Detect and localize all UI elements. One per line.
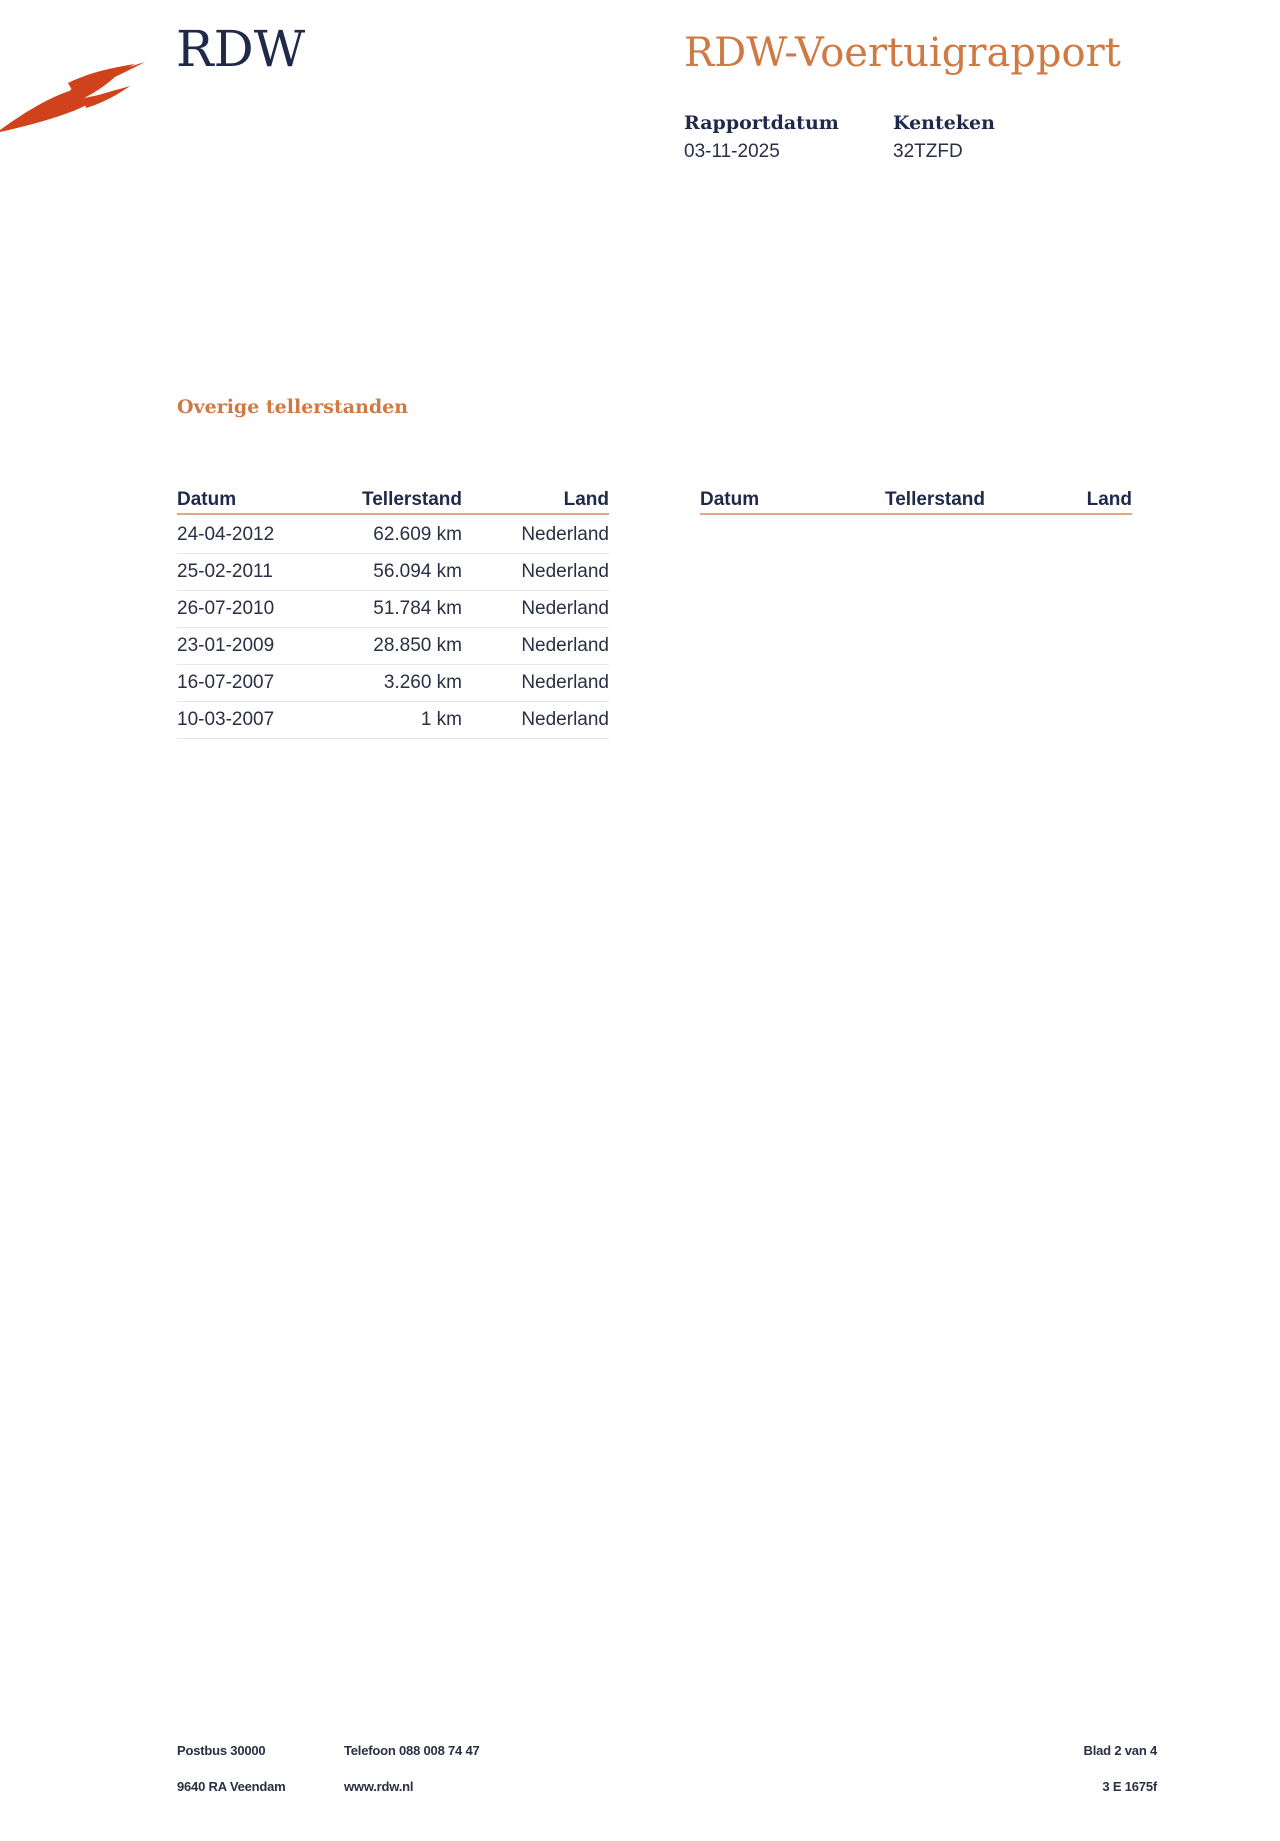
cell-country: Nederland xyxy=(521,672,609,693)
table-header xyxy=(700,485,1132,515)
cell-odometer: 1 km xyxy=(420,709,462,730)
odometer-table-right xyxy=(700,485,1132,515)
table-row xyxy=(177,591,609,628)
footer-address-line2: 9640 RA Veendam xyxy=(177,1779,286,1794)
cell-odometer: 62.609 km xyxy=(373,524,462,545)
rdw-logo-icon xyxy=(0,50,155,135)
page-title: RDW-Voertuigrapport xyxy=(684,30,1121,76)
footer-address-line1: Postbus 30000 xyxy=(177,1743,266,1758)
cell-odometer: 51.784 km xyxy=(373,598,462,619)
table-row xyxy=(177,702,609,739)
table-row xyxy=(177,628,609,665)
odometer-table xyxy=(177,485,609,739)
footer-phone: Telefoon 088 008 74 47 xyxy=(344,1743,480,1758)
cell-odometer: 56.094 km xyxy=(373,561,462,582)
cell-country: Nederland xyxy=(521,635,609,656)
column-header-date: Datum xyxy=(177,489,237,510)
cell-date: 16-07-2007 xyxy=(177,672,275,693)
report-date-label: Rapportdatum xyxy=(684,112,839,134)
report-date-block xyxy=(684,112,839,163)
cell-date: 10-03-2007 xyxy=(177,709,275,730)
report-date-value: 03-11-2025 xyxy=(684,141,780,162)
column-header-odometer: Tellerstand xyxy=(362,489,462,510)
cell-date: 25-02-2011 xyxy=(177,561,273,582)
section-title: Overige tellerstanden xyxy=(177,396,409,418)
footer-website: www.rdw.nl xyxy=(344,1779,414,1794)
cell-country: Nederland xyxy=(521,709,609,730)
column-header-odometer: Tellerstand xyxy=(885,489,985,510)
column-header-country: Land xyxy=(563,489,609,510)
logo-wordmark: RDW xyxy=(176,20,306,78)
column-header-country: Land xyxy=(1086,489,1132,510)
plate-value: 32TZFD xyxy=(893,141,963,162)
table-row xyxy=(177,554,609,591)
table-row xyxy=(177,665,609,702)
cell-country: Nederland xyxy=(521,561,609,582)
cell-country: Nederland xyxy=(521,598,609,619)
column-header-date: Datum xyxy=(700,489,760,510)
footer-document-code: 3 E 1675f xyxy=(1102,1779,1157,1794)
plate-block xyxy=(893,112,995,163)
plate-label: Kenteken xyxy=(893,112,995,134)
cell-odometer: 28.850 km xyxy=(373,635,462,656)
table-row xyxy=(177,517,609,554)
cell-date: 26-07-2010 xyxy=(177,598,275,619)
table-body xyxy=(177,517,609,739)
cell-date: 23-01-2009 xyxy=(177,635,275,656)
cell-date: 24-04-2012 xyxy=(177,524,275,545)
footer-page-number: Blad 2 van 4 xyxy=(1083,1743,1157,1758)
cell-odometer: 3.260 km xyxy=(383,672,462,693)
table-header xyxy=(177,485,609,515)
cell-country: Nederland xyxy=(521,524,609,545)
